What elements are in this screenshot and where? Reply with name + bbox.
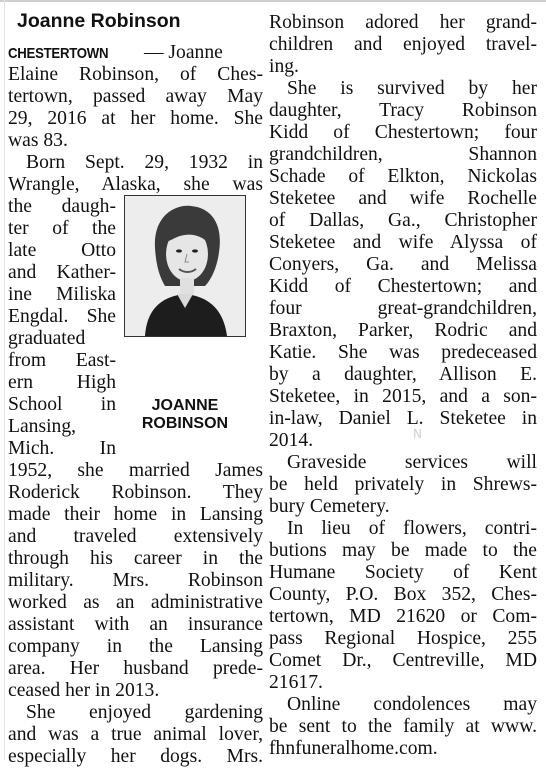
left-text-line-3: tertown, passed away May — [8, 86, 263, 107]
left-text-line-7: Wrangle, Alaska, she was — [8, 174, 263, 195]
right-text-line-31: 21617. — [269, 672, 323, 693]
right-text-line-19: in-law, Daniel L. Steketee in — [269, 408, 537, 429]
left-text-line-27: assistant with an insurance — [8, 614, 263, 635]
right-text-line-18: Steketee, in 2015, and a son- — [269, 386, 537, 407]
right-text-line-24: In lieu of flowers, contri- — [287, 518, 537, 539]
right-text-line-2: children and enjoyed travel- — [269, 34, 537, 55]
right-text-line-34: fhnfuneralhome.com. — [269, 738, 438, 759]
right-text-line-27: County, P.O. Box 352, Ches- — [269, 584, 537, 605]
lead-text: — Joanne — [143, 42, 223, 63]
right-text-line-5: daughter, Tracy Robinson — [269, 100, 537, 121]
right-text-line-6: Kidd of Chestertown; four — [269, 122, 537, 143]
left-text-line-25: military. Mrs. Robinson — [8, 570, 263, 591]
left-text-line-12: ine Miliska — [8, 284, 116, 305]
right-text-line-14: four great-grandchildren, — [269, 298, 537, 319]
right-text-line-33: be sent to the family at www. — [269, 716, 537, 737]
top-rule — [0, 0, 546, 2]
left-text-line-13: Engdal. She — [8, 306, 116, 327]
left-text-line-17: School in — [8, 394, 116, 415]
left-text-line-19: Mich. In — [8, 438, 116, 459]
left-text-line-15: from East- — [8, 350, 116, 371]
left-text-line-31: She enjoyed gardening — [26, 702, 263, 723]
left-text-line-9: ter of the — [8, 218, 116, 239]
caption-line-2: ROBINSON — [141, 415, 229, 432]
watermark-n: N — [413, 427, 422, 441]
right-text-line-9: Steketee and wife Rochelle — [269, 188, 537, 209]
right-text-line-30: Comet Dr., Centreville, MD — [269, 650, 537, 671]
left-text-line-16: ern High — [8, 372, 116, 393]
dateline: CHESTERTOWN — [8, 45, 109, 62]
right-text-line-20: 2014. — [269, 430, 314, 451]
left-text-line-11: and Kather- — [8, 262, 116, 283]
right-text-line-21: Graveside services will — [287, 452, 537, 473]
left-rule — [4, 0, 5, 760]
left-text-line-6: Born Sept. 29, 1932 in — [26, 152, 263, 173]
left-text-line-1 — [8, 42, 263, 64]
photo-caption — [124, 397, 246, 433]
right-text-line-8: Schade of Elkton, Nickolas — [269, 166, 537, 187]
right-text-line-11: Steketee and wife Alyssa of — [269, 232, 537, 253]
right-text-line-3: ing. — [269, 56, 299, 77]
right-text-line-13: Kidd of Chestertown; and — [269, 276, 537, 297]
left-text-line-20: 1952, she married James — [8, 460, 263, 481]
left-text-line-33: especially her dogs. Mrs. — [8, 746, 263, 767]
left-text-line-2: Elaine Robinson, of Ches- — [8, 64, 263, 85]
left-text-line-4: 29, 2016 at her home. She — [8, 108, 263, 129]
portrait-photo — [124, 195, 246, 337]
right-text-line-7: grandchildren, Shannon — [269, 144, 537, 165]
left-text-line-23: and traveled extensively — [8, 526, 263, 547]
right-text-line-4: She is survived by her — [287, 78, 537, 99]
left-text-line-8: the daugh- — [8, 196, 116, 217]
right-text-line-17: by a daughter, Allison E. — [269, 364, 537, 385]
left-text-line-14: graduated — [8, 328, 86, 349]
caption-line-1: JOANNE — [151, 397, 219, 414]
portrait-illustration — [125, 196, 245, 336]
right-text-line-15: Braxton, Parker, Rodric and — [269, 320, 537, 341]
left-text-line-30: ceased her in 2013. — [8, 680, 160, 701]
right-text-line-25: butions may be made to the — [269, 540, 537, 561]
right-text-line-23: bury Cemetery. — [269, 496, 390, 517]
left-text-line-26: worked as an administrative — [8, 592, 263, 613]
left-text-line-22: made their home in Lansing — [8, 504, 263, 525]
right-text-line-10: of Dallas, Ga., Christopher — [269, 210, 537, 231]
left-text-line-24: through his career in the — [8, 548, 263, 569]
right-text-line-32: Online condolences may — [287, 694, 537, 715]
right-text-line-12: Conyers, Ga. and Melissa — [269, 254, 537, 275]
right-text-line-26: Humane Society of Kent — [269, 562, 537, 583]
right-text-line-1: Robinson adored her grand- — [269, 12, 537, 33]
right-text-line-29: pass Regional Hospice, 255 — [269, 628, 537, 649]
right-text-line-16: Katie. She was predeceased — [269, 342, 537, 363]
left-text-line-10: late Otto — [8, 240, 116, 261]
left-text-line-5: was 83. — [8, 130, 68, 151]
right-text-line-22: be held privately in Shrews- — [269, 474, 537, 495]
left-text-line-32: and was a true animal lover, — [8, 724, 263, 745]
left-text-line-28: company in the Lansing — [8, 636, 263, 657]
left-text-line-29: area. Her husband prede- — [8, 658, 263, 679]
left-text-line-21: Roderick Robinson. They — [8, 482, 263, 503]
right-text-line-28: tertown, MD 21620 or Com- — [269, 606, 537, 627]
left-text-line-18: Lansing, — [8, 416, 77, 437]
obituary-headline: Joanne Robinson — [17, 10, 181, 32]
